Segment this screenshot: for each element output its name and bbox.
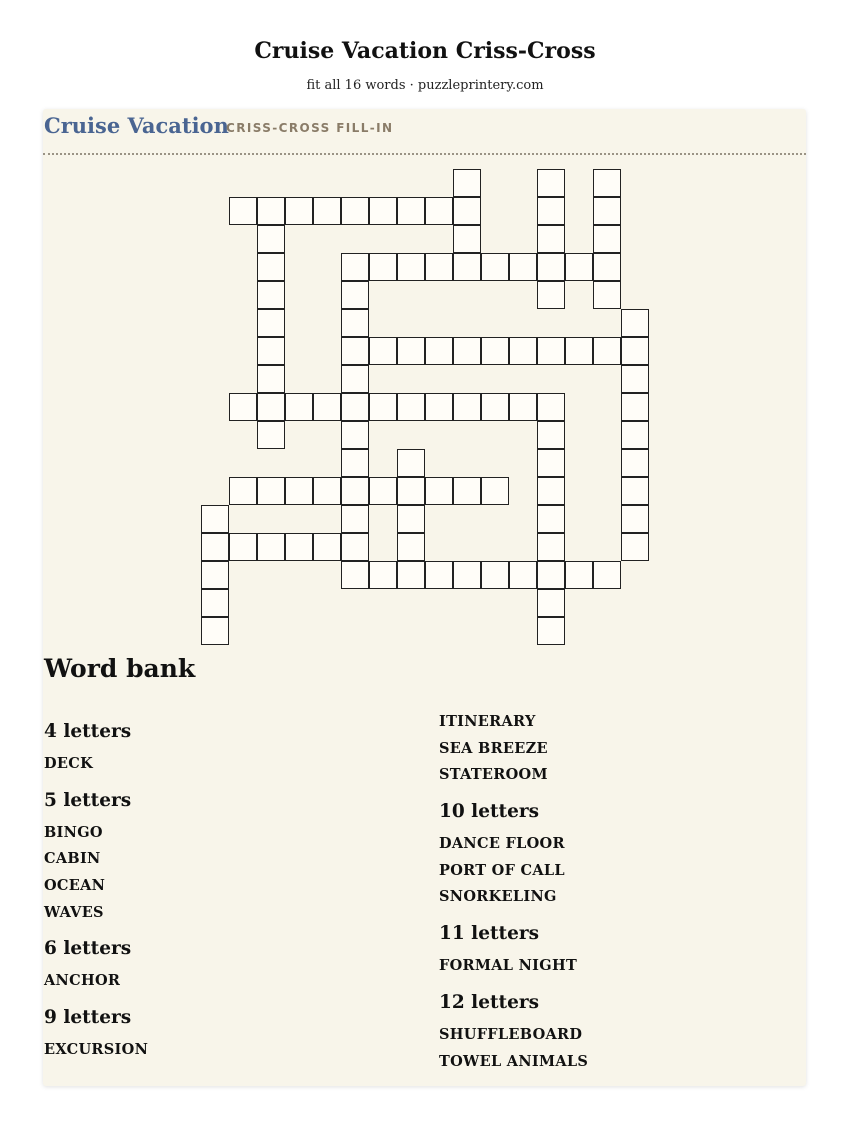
card-tag: CRISS-CROSS FILL-IN [226, 121, 394, 135]
word-group-heading: 10 letters [439, 801, 540, 823]
word-group-heading: 9 letters [44, 1007, 132, 1029]
grid-cell[interactable] [537, 589, 565, 617]
grid-cell[interactable] [537, 281, 565, 309]
grid-cell[interactable] [229, 533, 257, 561]
word-group [44, 936, 384, 995]
grid-cell[interactable] [397, 477, 425, 505]
grid-cell[interactable] [593, 281, 621, 309]
grid-cell[interactable] [285, 477, 313, 505]
word-group [439, 799, 779, 911]
grid-cell[interactable] [257, 533, 285, 561]
grid-cell[interactable] [537, 225, 565, 253]
grid-cell[interactable] [201, 533, 229, 561]
page-title: Cruise Vacation Criss-Cross [254, 38, 596, 64]
grid-cell[interactable] [341, 253, 369, 281]
grid-cell[interactable] [257, 197, 285, 225]
grid-cell[interactable] [593, 169, 621, 197]
word-bank-word: SEA BREEZE [439, 739, 548, 757]
grid-cell[interactable] [593, 225, 621, 253]
grid-cell[interactable] [397, 393, 425, 421]
grid-cell[interactable] [453, 561, 481, 589]
grid-cell[interactable] [201, 589, 229, 617]
grid-cell[interactable] [257, 393, 285, 421]
grid-cell[interactable] [341, 561, 369, 589]
grid-cell[interactable] [621, 309, 649, 337]
grid-cell[interactable] [453, 253, 481, 281]
grid-cell[interactable] [341, 477, 369, 505]
grid-cell[interactable] [425, 337, 453, 365]
grid-cell[interactable] [285, 393, 313, 421]
word-bank-word: CABIN [44, 850, 101, 868]
grid-cell[interactable] [537, 393, 565, 421]
grid-cell[interactable] [341, 421, 369, 449]
grid-cell[interactable] [257, 225, 285, 253]
word-bank-title: Word bank [44, 654, 196, 683]
grid-cell[interactable] [341, 393, 369, 421]
word-bank-word: SNORKELING [439, 888, 557, 906]
word-bank-word: EXCURSION [44, 1041, 149, 1059]
word-group-heading: 6 letters [44, 938, 132, 960]
grid-cell[interactable] [509, 561, 537, 589]
word-bank-word: OCEAN [44, 877, 106, 895]
grid-cell[interactable] [537, 197, 565, 225]
grid-cell[interactable] [453, 197, 481, 225]
grid-cell[interactable] [537, 449, 565, 477]
grid-cell[interactable] [453, 477, 481, 505]
grid-cell[interactable] [341, 337, 369, 365]
grid-cell[interactable] [257, 253, 285, 281]
word-bank-word: STATEROOM [439, 766, 548, 784]
grid-cell[interactable] [341, 533, 369, 561]
grid-cell[interactable] [257, 421, 285, 449]
word-group [44, 788, 384, 927]
grid-cell[interactable] [453, 225, 481, 253]
grid-cell[interactable] [621, 337, 649, 365]
grid-cell[interactable] [621, 449, 649, 477]
grid-cell[interactable] [565, 253, 593, 281]
grid-cell[interactable] [313, 477, 341, 505]
grid-cell[interactable] [257, 337, 285, 365]
grid-cell[interactable] [537, 477, 565, 505]
word-group-heading: 5 letters [44, 789, 132, 811]
grid-cell[interactable] [593, 253, 621, 281]
grid-cell[interactable] [425, 393, 453, 421]
grid-cell[interactable] [453, 393, 481, 421]
grid-cell[interactable] [621, 393, 649, 421]
grid-cell[interactable] [509, 253, 537, 281]
grid-cell[interactable] [369, 561, 397, 589]
grid-cell[interactable] [341, 281, 369, 309]
grid-cell[interactable] [285, 197, 313, 225]
word-bank-word: PORT OF CALL [439, 861, 565, 879]
grid-cell[interactable] [313, 393, 341, 421]
word-group [439, 709, 779, 789]
grid-cell[interactable] [229, 477, 257, 505]
grid-cell[interactable] [481, 393, 509, 421]
word-bank-word: BINGO [44, 823, 103, 841]
grid-cell[interactable] [537, 169, 565, 197]
crossword-grid [43, 109, 806, 669]
grid-cell[interactable] [537, 421, 565, 449]
grid-cell[interactable] [537, 617, 565, 645]
word-bank-left-column [44, 709, 384, 1064]
grid-cell[interactable] [621, 505, 649, 533]
grid-cell[interactable] [537, 561, 565, 589]
card-title: Cruise Vacation [44, 113, 229, 138]
grid-cell[interactable] [481, 337, 509, 365]
grid-cell[interactable] [369, 477, 397, 505]
grid-cell[interactable] [537, 505, 565, 533]
grid-cell[interactable] [425, 253, 453, 281]
grid-cell[interactable] [621, 421, 649, 449]
grid-cell[interactable] [201, 505, 229, 533]
word-group [44, 1005, 384, 1064]
word-group-heading: 12 letters [439, 991, 540, 1013]
word-group-heading: 4 letters [44, 721, 132, 742]
grid-cell[interactable] [397, 253, 425, 281]
grid-cell[interactable] [229, 393, 257, 421]
grid-cell[interactable] [341, 365, 369, 393]
grid-cell[interactable] [481, 477, 509, 505]
word-bank-word: SHUFFLEBOARD [439, 1025, 583, 1043]
grid-cell[interactable] [509, 393, 537, 421]
grid-cell[interactable] [257, 477, 285, 505]
grid-cell[interactable] [397, 505, 425, 533]
grid-cell[interactable] [537, 533, 565, 561]
grid-cell[interactable] [229, 197, 257, 225]
page-subtitle: fit all 16 words · puzzleprintery.com [306, 78, 544, 93]
grid-cell[interactable] [201, 561, 229, 589]
word-bank-word: ITINERARY [439, 713, 536, 730]
grid-cell[interactable] [453, 337, 481, 365]
grid-cell[interactable] [425, 561, 453, 589]
grid-cell[interactable] [593, 197, 621, 225]
grid-cell[interactable] [313, 533, 341, 561]
word-group [439, 921, 779, 980]
grid-cell[interactable] [397, 337, 425, 365]
grid-cell[interactable] [369, 197, 397, 225]
grid-cell[interactable] [593, 561, 621, 589]
grid-cell[interactable] [201, 617, 229, 645]
grid-cell[interactable] [425, 197, 453, 225]
puzzle-card [43, 109, 806, 1086]
word-bank-word: DECK [44, 755, 93, 772]
grid-cell[interactable] [257, 281, 285, 309]
grid-cell[interactable] [537, 337, 565, 365]
word-bank-word: DANCE FLOOR [439, 835, 565, 853]
grid-cell[interactable] [453, 169, 481, 197]
grid-cell[interactable] [313, 197, 341, 225]
grid-cell[interactable] [285, 533, 313, 561]
grid-cell[interactable] [257, 365, 285, 393]
grid-cell[interactable] [257, 309, 285, 337]
grid-cell[interactable] [369, 337, 397, 365]
grid-cell[interactable] [341, 449, 369, 477]
grid-cell[interactable] [425, 477, 453, 505]
word-group [44, 719, 384, 778]
grid-cell[interactable] [481, 253, 509, 281]
grid-cell[interactable] [397, 561, 425, 589]
grid-cell[interactable] [565, 561, 593, 589]
grid-cell[interactable] [621, 365, 649, 393]
grid-cell[interactable] [397, 449, 425, 477]
grid-cell[interactable] [593, 337, 621, 365]
grid-cell[interactable] [565, 337, 593, 365]
grid-cell[interactable] [537, 253, 565, 281]
grid-cell[interactable] [509, 337, 537, 365]
word-group [439, 990, 779, 1075]
grid-cell[interactable] [481, 561, 509, 589]
word-bank-word: ANCHOR [44, 972, 121, 990]
word-bank-word: TOWEL ANIMALS [439, 1052, 589, 1070]
grid-cell[interactable] [369, 253, 397, 281]
grid-cell[interactable] [621, 477, 649, 505]
word-bank-word: FORMAL NIGHT [439, 957, 578, 975]
word-bank-word: WAVES [44, 903, 104, 921]
grid-cell[interactable] [397, 533, 425, 561]
word-bank-right-column [439, 709, 779, 1075]
grid-cell[interactable] [341, 197, 369, 225]
grid-cell[interactable] [341, 505, 369, 533]
grid-cell[interactable] [369, 393, 397, 421]
word-group-heading: 11 letters [439, 923, 540, 945]
grid-cell[interactable] [621, 533, 649, 561]
grid-cell[interactable] [397, 197, 425, 225]
grid-cell[interactable] [341, 309, 369, 337]
